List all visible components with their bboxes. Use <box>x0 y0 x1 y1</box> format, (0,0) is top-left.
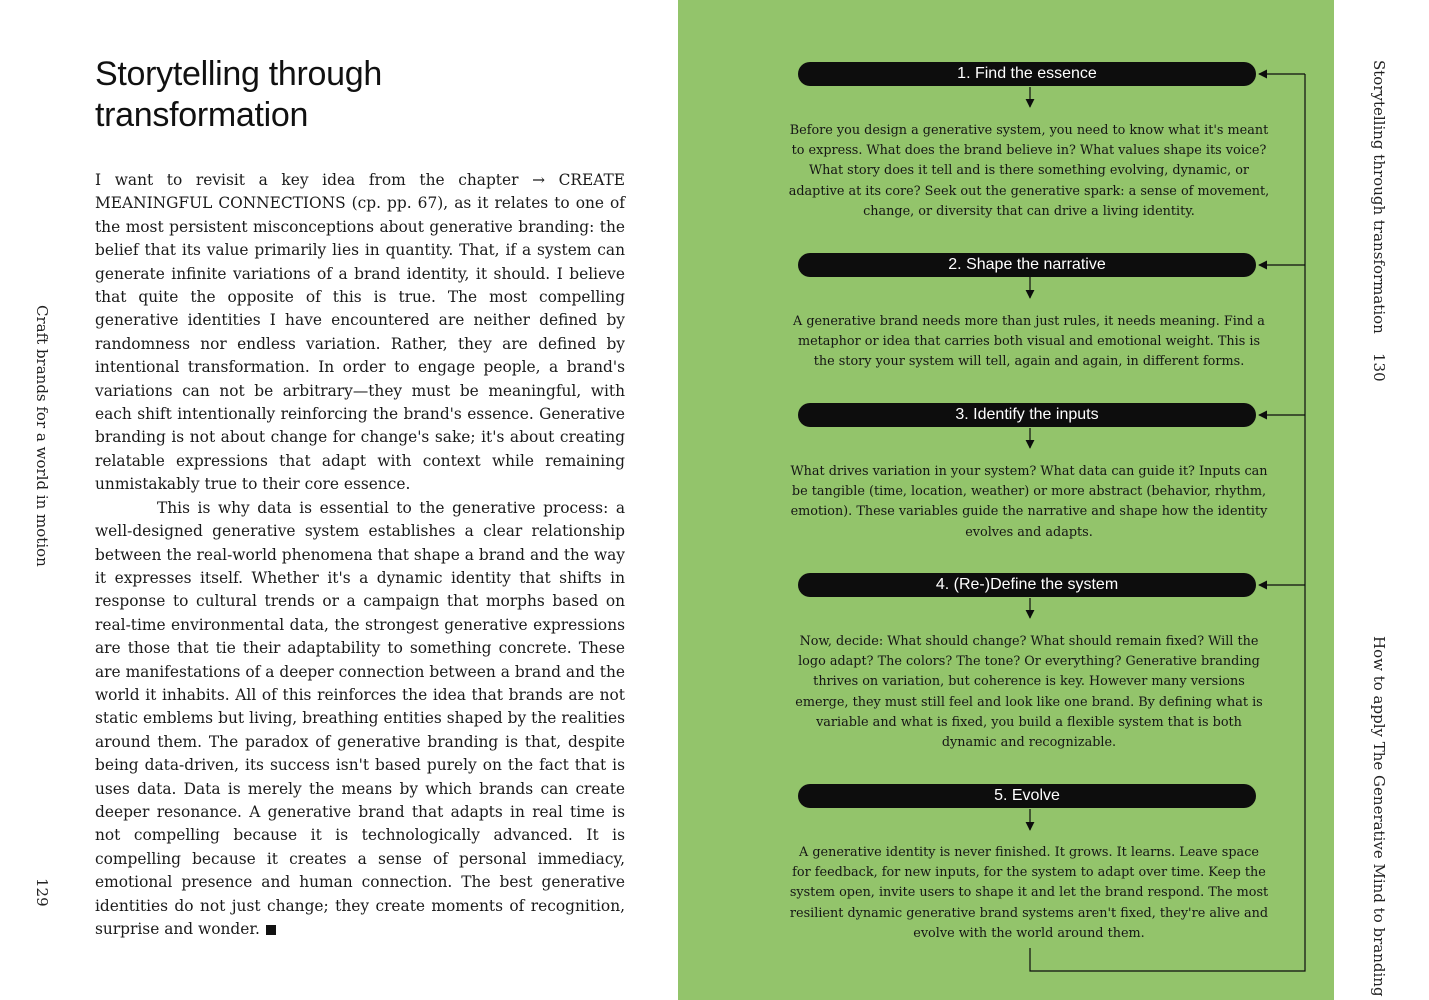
process-panel <box>678 0 1334 1000</box>
page-number-right: 130 <box>1370 353 1388 382</box>
page-title <box>95 54 615 136</box>
end-mark-icon <box>266 925 276 935</box>
title-line-1: Storytelling through <box>95 55 382 93</box>
left-page <box>0 0 678 1000</box>
paragraph-2 <box>95 497 625 942</box>
paragraph-1: I want to revisit a key idea from the chapter → CREATE MEANINGFUL CONNECTIONS (cp. pp. 67), as it relates to one of the most persistent misconceptions about generative branding: the belief that its value primarily lies in quantity. That, if a system can generate infinite variations of a brand identity, it should. I believe that quite the opposite of this is true. The most compelling generative identities I have encountered are neither defined by randomness nor endless variation. Rather, they are defined by intentional transformation. In order to engage people, a brand's variations can not be arbitrary—they must be meaningful, with each shift intentionally reinforcing the brand's essence. Generative branding is not about change for change's sake; it's about creating relatable expressions that adapt with context while remaining unmistakably true to their core essence. <box>95 171 625 494</box>
right-page <box>678 0 1429 1000</box>
step-3-bar: 3. Identify the inputs <box>798 403 1256 427</box>
step-5-bar: 5. Evolve <box>798 784 1256 808</box>
step-2-description: A generative brand needs more than just rules, it needs meaning. Find a metaphor or idea that carries both visual and emotional weight. This is the story your system will tell, again and again, in different forms. <box>793 314 1265 370</box>
step-3-description: What drives variation in your system? What data can guide it? Inputs can be tangible (time, location, weather) or more abstract (behavior, rhythm, emotion). These variables guide the narrative and shape how the identity evolves and adapts. <box>790 464 1268 540</box>
step-5-description: A generative identity is never finished. It grows. It learns. Leave space for feedback, for new inputs, for the system to adapt over time. Keep the system open, invite users to shape it and let the brand respond. The most resilient dynamic generative brand systems aren't fixed, they're alive and evolve with the world around them. <box>789 845 1269 941</box>
running-head-left: Craft brands for a world in motion <box>33 305 51 567</box>
step-1-description: Before you design a generative system, you need to know what it's meant to express. What does the brand believe in? What values shape its voice? What story does it tell and is there something evolving, dynamic, or adaptive at its core? Seek out the generative spark: a sense of movement, change, or diversity that can drive a living identity. <box>788 123 1270 219</box>
step-4-description: Now, decide: What should change? What should remain fixed? Will the logo adapt? The colors? The tone? Or everything? Generative branding thrives on variation, but coherence is key. However many versions emerge, they must still feel and look like one brand. By defining what is variable and what is fixed, you build a flexible system that is both dynamic and recognizable. <box>795 634 1263 751</box>
page-number-left: 129 <box>33 878 51 907</box>
step-4-bar: 4. (Re-)Define the system <box>798 573 1256 597</box>
step-1-bar: 1. Find the essence <box>798 62 1256 86</box>
title-line-2: transformation <box>95 96 309 134</box>
paragraph-2-text: This is why data is essential to the generative process: a well-designed generative system establishes a clear relationship between the real-world phenomena that shape a brand and the way it expresses itself. Whether it's a dynamic identity that shifts in response to cultural trends or a campaign that morphs based on real-time environmental data, the strongest generative expressions are those that tie their adaptability to something concrete. These are manifestations of a deeper connection between a brand and the world it inhabits. All of this reinforces the idea that brands are not static emblems but living, breathing entities shaped by the realities around them. The paradox of generative branding is that, despite being data-driven, its success isn't based purely on the fact that is uses data. Data is merely the means by which brands can create deeper resonance. A generative brand that adapts in real time is not compelling because it is technologically advanced. It is compelling because it creates a sense of personal immediacy, emotional presence and human connection. The best generative identities do not just change; they create moments of recognition, surprise and wonder. <box>95 498 625 938</box>
step-2-bar: 2. Shape the narrative <box>798 253 1256 277</box>
running-head-right: Storytelling through transformation <box>1370 60 1388 334</box>
body-text <box>95 169 625 941</box>
section-label-right: How to apply The Generative Mind to branding <box>1370 636 1388 997</box>
